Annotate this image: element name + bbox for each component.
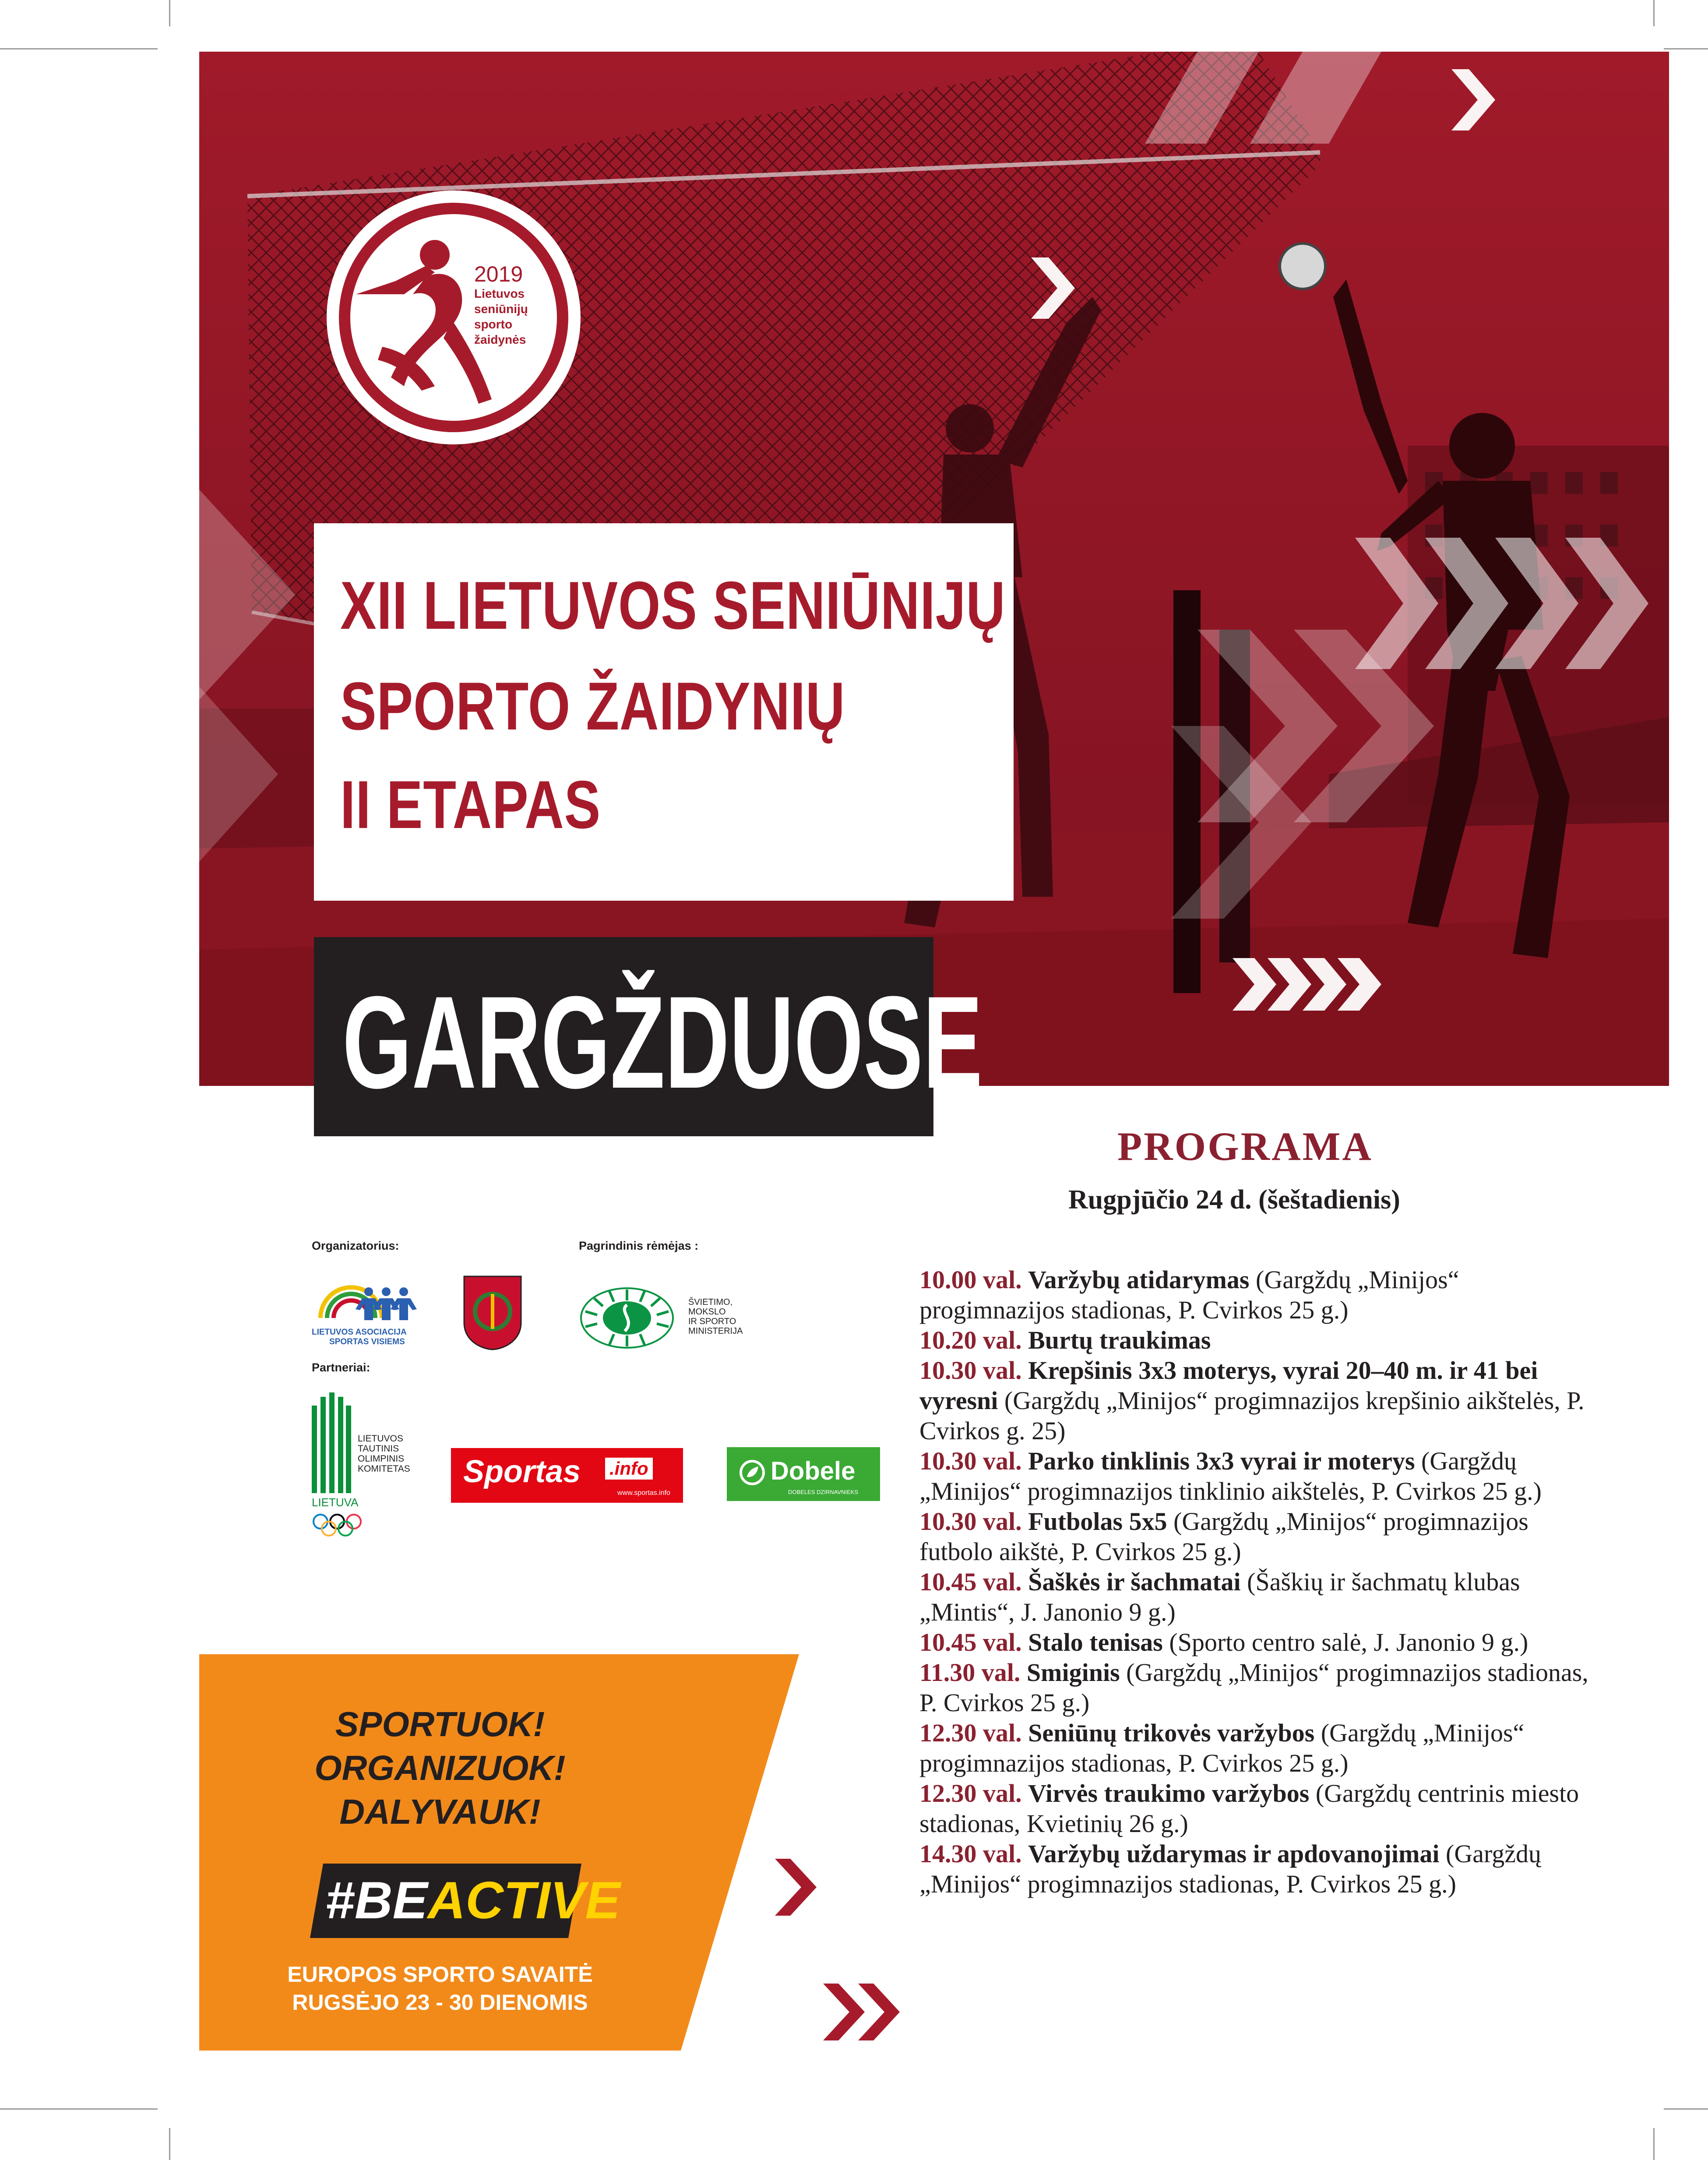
logo-line: seniūnijų (474, 302, 528, 316)
ministry-name: MOKSLO (688, 1307, 726, 1317)
ministry-name: IR SPORTO (688, 1317, 736, 1326)
hashtag-suffix: ACTIVE (427, 1871, 620, 1930)
event-activity: Burtų traukimas (1028, 1326, 1211, 1354)
event-location: „Mintis“, J. Janonio 9 g.) (919, 1598, 1176, 1626)
list-item (919, 1265, 1638, 1325)
event-time: 10.45 val. (919, 1568, 1022, 1596)
event-location: progimnazijos stadionas, P. Cvirkos 25 g.) (919, 1296, 1349, 1324)
olympic-rings-icon (312, 1513, 364, 1539)
promo-footer: EUROPOS SPORTO SAVAITĖ (287, 1962, 593, 1987)
crop-mark (1653, 0, 1655, 26)
lasv-name: LIETUVOS ASOCIACIJA (312, 1328, 407, 1337)
event-time: 10.30 val. (919, 1356, 1022, 1385)
event-time: 10.30 val. (919, 1507, 1022, 1536)
ministry-name: ŠVIETIMO, (688, 1297, 733, 1307)
event-activity: Varžybų atidarymas (1028, 1265, 1250, 1294)
event-time: 12.30 val. (919, 1719, 1022, 1747)
double-chevron-right-icon (823, 1984, 906, 2040)
slogan-line: ORGANIZUOK! (314, 1748, 566, 1787)
ltok-name: TAUTINIS (358, 1444, 399, 1454)
event-time: 10.00 val. (919, 1265, 1022, 1294)
slogan-line: SPORTUOK! (335, 1705, 545, 1744)
list-item (919, 1627, 1638, 1657)
schedule-list (919, 1265, 1638, 1899)
main-sponsor-label: Pagrindinis rėmėjas : (579, 1239, 699, 1252)
crop-mark (0, 48, 158, 49)
event-location: „Minijos“ progimnazijos tinklinio aikštelės, P. Cvirkos 25 g.) (919, 1477, 1542, 1505)
event-location: futbolo aikštė, P. Cvirkos 25 g.) (919, 1537, 1241, 1566)
event-activity: Šaškės ir šachmatai (1028, 1568, 1241, 1596)
event-location: (Gargždų „Minijos“ progimnazijos stadionas, (1120, 1658, 1588, 1687)
ltok-name: KOMITETAS (358, 1464, 410, 1474)
event-location: „Minijos“ progimnazijos stadionas, P. Cvirkos 25 g.) (919, 1870, 1456, 1898)
sportas-suffix: .info (605, 1458, 653, 1480)
lasv-name: SPORTAS VISIEMS (329, 1337, 405, 1346)
event-location: (Gargždų „Minijos“ progimnazijos krepšinio aikštelės, P. (998, 1386, 1585, 1415)
event-time: 10.30 val. (919, 1447, 1022, 1475)
lasv-emblem-icon (312, 1279, 421, 1327)
event-logo (325, 189, 582, 446)
list-item (919, 1657, 1638, 1718)
ministry-logo (579, 1285, 771, 1351)
event-activity: Varžybų uždarymas ir apdovanojimai (1028, 1839, 1440, 1868)
program-date: Rugpjūčio 24 d. (šeštadienis) (1068, 1185, 1400, 1215)
title-line-3: II ETAPAS (340, 767, 601, 842)
list-item (919, 1778, 1638, 1839)
event-location: (Sporto centro salė, J. Janonio 9 g.) (1162, 1628, 1528, 1656)
crop-mark (0, 2108, 158, 2110)
event-activity: vyresni (919, 1386, 998, 1415)
event-location: (Gargždų (1439, 1839, 1541, 1868)
event-location: progimnazijos stadionas, P. Cvirkos 25 g.) (919, 1749, 1349, 1777)
slogan-line: DALYVAUK! (339, 1792, 541, 1831)
event-activity: Smiginis (1026, 1658, 1120, 1687)
ministry-emblem-icon (579, 1285, 680, 1351)
dobele-name: Dobele (771, 1457, 856, 1485)
city-box (314, 937, 983, 1136)
list-item (919, 1718, 1638, 1778)
event-location: (Gargždų centrinis miesto (1309, 1779, 1579, 1808)
partners-label: Partneriai: (312, 1361, 370, 1374)
event-time: 14.30 val. (919, 1839, 1022, 1868)
ltok-name: OLIMPINIS (358, 1454, 405, 1464)
list-item (919, 1446, 1638, 1506)
list-item (919, 1355, 1638, 1446)
list-item (919, 1325, 1638, 1355)
chevron-right-icon (775, 1859, 823, 1916)
dobele-sub: DOBELES DZIRNAVNIEKS (788, 1489, 859, 1495)
dobele-leaf-icon (739, 1459, 765, 1486)
event-time: 11.30 val. (919, 1658, 1021, 1687)
gargzdai-coat-of-arms (462, 1274, 523, 1351)
ltok-country: LIETUVA (312, 1496, 359, 1509)
event-time: 10.45 val. (919, 1628, 1022, 1656)
event-time: 10.20 val. (919, 1326, 1022, 1354)
event-activity: Futbolas 5x5 (1028, 1507, 1167, 1536)
ltok-name: LIETUVOS (358, 1434, 403, 1444)
promo-footer: RUGSĖJO 23 - 30 DIENOMIS (292, 1990, 588, 2015)
beactive-hashtag (325, 1871, 620, 1930)
city-name: GARGŽDUOSE (342, 969, 983, 1116)
ministry-name: MINISTERIJA (688, 1326, 743, 1336)
event-location: stadionas, Kvietinių 26 g.) (919, 1809, 1188, 1838)
ltok-logo (312, 1392, 426, 1541)
beactive-promo (199, 1654, 799, 2051)
list-item (919, 1839, 1638, 1899)
crop-mark (1653, 2128, 1655, 2160)
organizer-label: Organizatorius: (312, 1239, 399, 1252)
crop-mark (1664, 2108, 1708, 2110)
coat-of-arms-icon (462, 1274, 523, 1351)
dobele-logo (727, 1447, 880, 1501)
logo-caption (474, 263, 562, 347)
program-title: PROGRAMA (1117, 1124, 1373, 1169)
crop-mark (1664, 48, 1708, 49)
title-line-1: XII LIETUVOS SENIŪNIJŲ (340, 567, 1006, 643)
crop-mark (169, 2128, 170, 2160)
title-line-2: SPORTO ŽAIDYNIŲ (340, 668, 845, 744)
event-location: P. Cvirkos 25 g.) (919, 1688, 1090, 1717)
event-activity: Virvės traukimo varžybos (1028, 1779, 1310, 1808)
list-item (919, 1567, 1638, 1627)
lasv-logo (312, 1279, 421, 1353)
list-item (919, 1506, 1638, 1567)
event-activity: Parko tinklinis 3x3 vyrai ir moterys (1028, 1447, 1415, 1475)
event-location: (Gargždų „Minijos“ progimnazijos (1167, 1507, 1528, 1536)
event-activity: Krepšinis 3x3 moterys, vyrai 20–40 m. ir 41 bei (1028, 1356, 1538, 1385)
logo-line: Lietuvos (474, 286, 525, 300)
event-activity: Seniūnų trikovės varžybos (1028, 1719, 1315, 1747)
event-location: (Šaškių ir šachmatų klubas (1240, 1568, 1520, 1596)
sportas-url: www.sportas.info (617, 1489, 670, 1497)
event-location: Cvirkos g. 25) (919, 1417, 1066, 1445)
hashtag-prefix: #BE (325, 1871, 428, 1930)
crop-mark (169, 0, 170, 26)
event-location: (Gargždų (1415, 1447, 1517, 1475)
event-title-box (314, 523, 1014, 901)
logo-line: žaidynės (474, 332, 526, 346)
event-location: (Gargždų „Minijos“ (1249, 1265, 1459, 1294)
beactive-badge (310, 1864, 620, 1938)
sportas-info-logo (451, 1448, 683, 1503)
event-activity: Stalo tenisas (1028, 1628, 1163, 1656)
sportas-name: Sportas (463, 1454, 581, 1489)
event-time: 12.30 val. (919, 1779, 1022, 1808)
event-location: (Gargždų „Minijos“ (1314, 1719, 1525, 1747)
ltok-pillars-icon (312, 1392, 351, 1493)
logo-line: sporto (474, 317, 513, 331)
logo-year: 2019 (474, 262, 523, 286)
